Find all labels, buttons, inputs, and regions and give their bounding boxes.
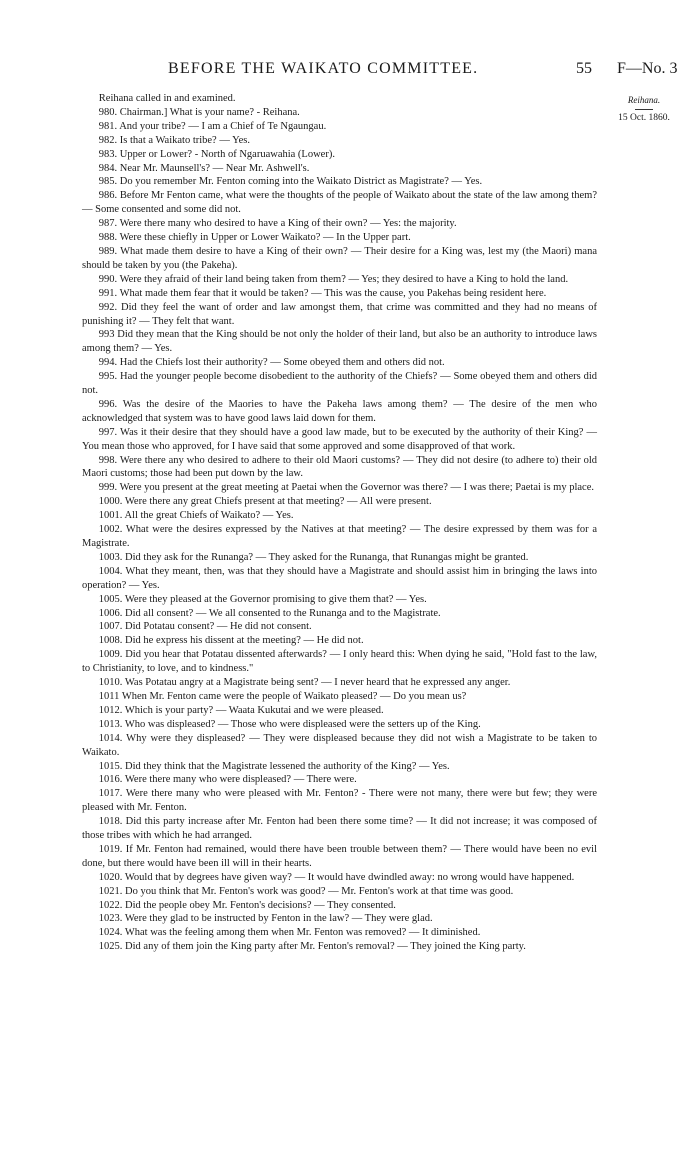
testimony-paragraph: 987. Were there many who desired to have a King of their own? — Yes: the majority. xyxy=(98,218,457,230)
witness-intro: Reihana called in and examined. xyxy=(98,93,236,104)
testimony-paragraph: 989. What made them desire to have a King of their own? — Their desire for a King was, lest my (the Maori) mana should be taken by you (the Pakeha). xyxy=(82,245,597,271)
testimony-paragraph: 1021. Do you think that Mr. Fenton's work was good? — Mr. Fenton's work at that time was good. xyxy=(98,885,514,897)
testimony-paragraph: 1015. Did they think that the Magistrate lessened the authority of the King? — Yes. xyxy=(98,760,450,772)
testimony-paragraph: 998. Were there any who desired to adhere to their old Maori customs? — They did not desire (to adhere to) their old Maori customs; those had been put down by the law. xyxy=(82,454,597,480)
testimony-paragraph: 994. Had the Chiefs lost their authority? — Some obeyed them and others did not. xyxy=(98,357,445,369)
testimony-paragraph: 1010. Was Potatau angry at a Magistrate being sent? — I never heard that he expressed any anger. xyxy=(98,677,511,689)
testimony-paragraph: 982. Is that a Waikato tribe? — Yes. xyxy=(98,134,250,146)
document-reference: F—No. 3 xyxy=(617,60,678,77)
testimony-paragraph: 1003. Did they ask for the Runanga? — They asked for the Runanga, that Runangas might be granted. xyxy=(98,551,529,563)
testimony-paragraph: 1006. Did all consent? — We all consented to the Runanga and to the Magistrate. xyxy=(98,607,441,619)
testimony-paragraph: 1002. What were the desires expressed by the Natives at that meeting? — The desire expressed by them was for a Magistrate. xyxy=(82,524,597,549)
testimony-paragraph: 981. And your tribe? — I am a Chief of Te Ngaungau. xyxy=(98,120,327,132)
testimony-paragraph: 996. Was the desire of the Maories to have the Pakeha laws among them? — The desire of the men who acknowledged that system was to have good laws laid down for them. xyxy=(82,398,597,424)
testimony-paragraph: 1024. What was the feeling among them when Mr. Fenton was removed? — It diminished. xyxy=(98,927,481,939)
testimony-paragraph: 1007. Did Potatau consent? — He did not consent. xyxy=(98,621,312,633)
page-number: 55 xyxy=(576,60,592,77)
testimony-paragraph: 1023. Were they glad to be instructed by Fenton in the law? — They were glad. xyxy=(98,913,433,925)
testimony-paragraph: 1014. Why were they displeased? — They were displeased because they did not wish a Magistrate to be taken to Waikato. xyxy=(82,732,597,758)
testimony-paragraph: 1005. Were they pleased at the Governor promising to give them that? — Yes. xyxy=(98,593,427,605)
testimony-paragraph: 1017. Were there many who were pleased with Mr. Fenton? - There were not many, there were but few; they were pleased with Mr. Fenton. xyxy=(82,788,597,814)
margin-date: 15 Oct. 1860. xyxy=(618,113,670,123)
testimony-paragraph: 983. Upper or Lower? - North of Ngaruawahia (Lower). xyxy=(98,148,335,160)
testimony-body xyxy=(82,92,597,954)
testimony-paragraph: 985. Do you remember Mr. Fenton coming into the Waikato District as Magistrate? — Yes. xyxy=(98,176,483,188)
testimony-paragraph: 984. Near Mr. Maunsell's? — Near Mr. Ashwell's. xyxy=(98,162,310,174)
testimony-paragraph: 1018. Did this party increase after Mr. Fenton had been there some time? — It did not increase; it was composed of those tribes with which he had arranged. xyxy=(82,816,597,842)
testimony-paragraph: 1020. Would that by degrees have given way? — It would have dwindled away: no wrong would have happened. xyxy=(98,871,575,883)
testimony-paragraph: 1011 When Mr. Fenton came were the people of Waikato pleased? — Do you mean us? xyxy=(98,690,467,702)
testimony-paragraph: 1019. If Mr. Fenton had remained, would there have been trouble between them? — There would have been no evil done, but there would have been ill will in their hearts. xyxy=(82,843,597,869)
testimony-paragraph: 1012. Which is your party? — Waata Kukutai and we were pleased. xyxy=(98,704,384,716)
testimony-paragraph: 999. Were you present at the great meeting at Paetai when the Governor was there? — I was there; Paetai is my place. xyxy=(98,482,594,494)
testimony-paragraphs xyxy=(82,106,597,954)
margin-divider xyxy=(635,109,653,110)
testimony-paragraph: 993 Did they mean that the King should be not only the holder of their land, but also be an authority to introduce laws among them? — Yes. xyxy=(82,329,597,355)
testimony-paragraph: 995. Had the younger people become disobedient to the authority of the Chiefs? — Some obeyed them and others did not. xyxy=(82,371,597,397)
margin-note xyxy=(602,95,686,123)
testimony-paragraph: 1004. What they meant, then, was that they should have a Magistrate and should assist him in bringing the laws into operation? — Yes. xyxy=(82,565,597,591)
testimony-paragraph: 1000. Were there any great Chiefs present at that meeting? — All were present. xyxy=(98,496,432,508)
testimony-paragraph: 1008. Did he express his dissent at the meeting? — He did not. xyxy=(98,635,364,647)
margin-witness-name: Reihana. xyxy=(627,95,661,105)
testimony-paragraph: 1016. Were there many who were displeased? — There were. xyxy=(98,774,357,786)
testimony-paragraph: 992. Did they feel the want of order and law amongst them, that crime was committed and they had no means of punishing it? — They felt that want. xyxy=(82,301,597,327)
page-title: BEFORE THE WAIKATO COMMITTEE. xyxy=(168,60,479,77)
testimony-paragraph: 988. Were these chiefly in Upper or Lower Waikato? — In the Upper part. xyxy=(98,232,411,244)
testimony-paragraph: 990. Were they afraid of their land being taken from them? — Yes; they desired to have a King to hold the land. xyxy=(98,273,569,285)
testimony-paragraph: 986. Before Mr Fenton came, what were the thoughts of the people of Waikato about the state of the law among them? — Some consented and some did not. xyxy=(82,190,597,216)
testimony-paragraph: 997. Was it their desire that they should have a good law made, but to be executed by the authority of their King? — You mean those who approved, for I have said that some approved and some disapproved of that work. xyxy=(82,426,597,452)
testimony-paragraph: 991. What made them fear that it would be taken? — This was the cause, you Pakehas being resident here. xyxy=(98,287,547,299)
page-header xyxy=(0,60,700,82)
testimony-paragraph: 1022. Did the people obey Mr. Fenton's decisions? — They consented. xyxy=(98,899,396,911)
testimony-paragraph: 1025. Did any of them join the King party after Mr. Fenton's removal? — They joined the King party. xyxy=(98,941,526,953)
testimony-paragraph: 980. Chairman.] What is your name? - Reihana. xyxy=(98,106,300,118)
testimony-paragraph: 1013. Who was displeased? — Those who were displeased were the setters up of the King. xyxy=(98,718,481,730)
testimony-paragraph: 1001. All the great Chiefs of Waikato? — Yes. xyxy=(98,510,294,522)
testimony-paragraph: 1009. Did you hear that Potatau dissented afterwards? — I only heard this: When dying he said, "Hold fast to the law, to Christianity, to love, and to kindness." xyxy=(82,649,597,675)
